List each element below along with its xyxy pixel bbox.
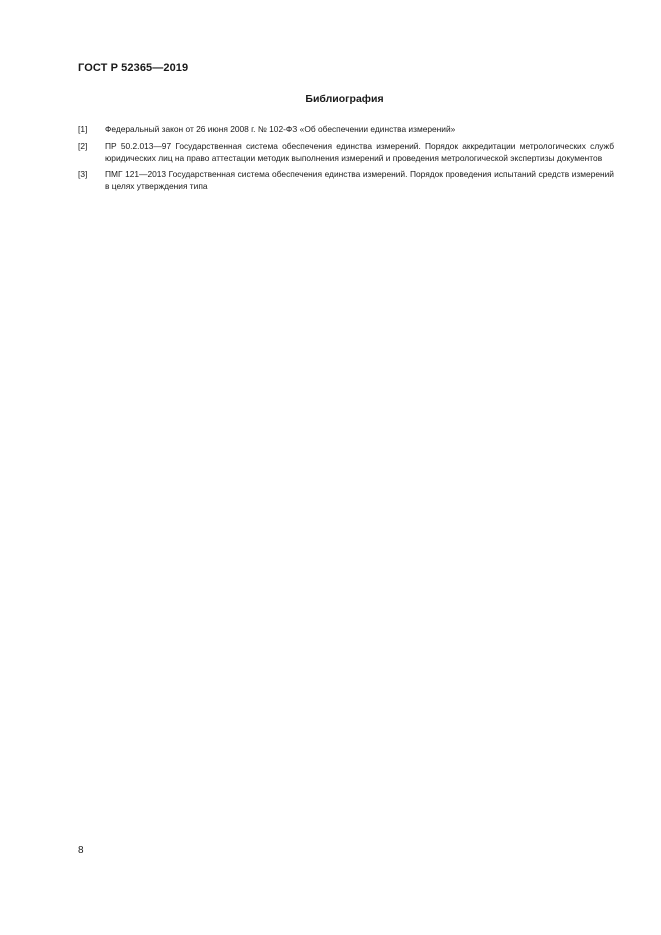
entry-number: [1]	[78, 124, 88, 134]
section-title: Библиография	[305, 93, 384, 105]
bibliography-entry	[78, 141, 614, 165]
bibliography-entry	[78, 169, 614, 193]
standard-designation: ГОСТ Р 52365—2019	[78, 62, 189, 74]
entry-text: ПР 50.2.013—97 Государственная система обеспечения единства измерений. Порядок аккредитации метрологических служб юридических лиц на право аттестации методик выполнения измерений и проведения метрологической экспертизы документов	[105, 140, 614, 163]
bibliography-entry	[78, 124, 614, 136]
entry-number: [3]	[78, 169, 88, 180]
entry-text: Федеральный закон от 26 июня 2008 г. № 102-ФЗ «Об обеспечении единства измерений»	[105, 124, 456, 134]
bibliography-list	[78, 124, 614, 198]
entry-number: [2]	[78, 140, 88, 151]
page-number: 8	[78, 845, 84, 856]
entry-text: ПМГ 121—2013 Государственная система обеспечения единства измерений. Порядок проведения испытаний средств измерений в целях утверждения типа	[105, 169, 614, 192]
